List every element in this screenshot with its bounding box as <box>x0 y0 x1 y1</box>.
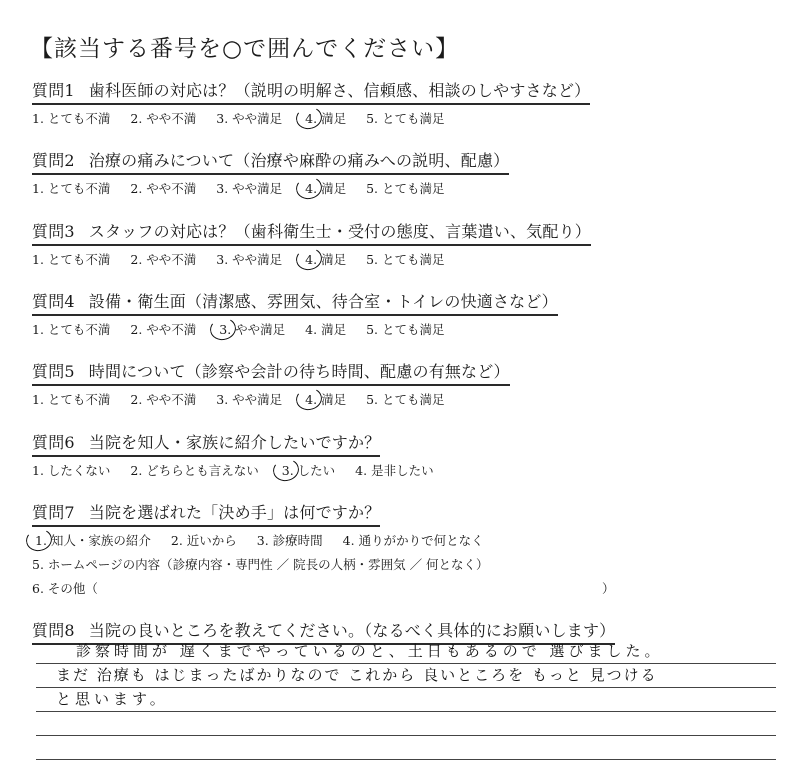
handwritten-text: まだ 治療も はじまったばかりなので これから 良いところを もっと 見つける <box>56 666 658 684</box>
question-1 <box>32 78 772 127</box>
options-row <box>32 179 772 197</box>
option-5[interactable]: 5. とても満足 <box>366 181 445 196</box>
option-4-selected[interactable] <box>302 179 346 197</box>
question-text: 歯科医師の対応は？（説明の明解さ、信頼感、相談のしやすさなど） <box>88 81 591 100</box>
question-number: 質問2 <box>32 151 75 170</box>
question-text: スタッフの対応は？（歯科衛生士・受付の態度、言葉遣い、気配り） <box>88 222 591 241</box>
options-row <box>32 109 772 127</box>
answer-line <box>36 640 776 664</box>
option-1[interactable]: 1. とても不満 <box>32 111 111 126</box>
option-label: 4. 満足 <box>305 181 347 196</box>
option-label: 4. 満足 <box>305 392 347 407</box>
options-row <box>32 250 772 268</box>
question-heading <box>32 78 590 105</box>
question-heading <box>32 430 380 457</box>
question-4 <box>32 289 772 338</box>
option-2[interactable]: 2. やや不満 <box>130 111 197 126</box>
handwritten-text: 診察時間が 遅くまでやっているのと、土日もあるので 選びました。 <box>76 642 664 660</box>
answer-line <box>36 688 776 712</box>
option-1[interactable]: 1. とても不満 <box>32 322 111 337</box>
option-4[interactable]: 4. 通りがかりで何となく <box>342 533 484 548</box>
option-label: 4. 満足 <box>305 111 347 126</box>
option-5[interactable]: 5. とても満足 <box>366 252 445 267</box>
option-2[interactable]: 2. やや不満 <box>130 252 197 267</box>
options-row <box>32 390 772 408</box>
option-2[interactable]: 2. やや不満 <box>130 392 197 407</box>
option-4-selected[interactable] <box>302 109 346 127</box>
question-3 <box>32 219 772 268</box>
option-2[interactable]: 2. どちらとも言えない <box>130 463 259 478</box>
question-text: 設備・衛生面（清潔感、雰囲気、待合室・トイレの快適さなど） <box>88 292 558 311</box>
other-close: ） <box>602 581 615 596</box>
question-number: 質問4 <box>32 292 75 311</box>
option-4[interactable]: 4. 満足 <box>305 322 347 337</box>
option-3[interactable]: 3. やや満足 <box>216 181 283 196</box>
option-4-selected[interactable] <box>302 250 346 268</box>
option-label: 4. 満足 <box>305 252 347 267</box>
option-3[interactable]: 3. やや満足 <box>216 111 283 126</box>
option-3-selected[interactable] <box>216 320 285 338</box>
question-number: 質問6 <box>32 433 75 452</box>
question-number: 質問5 <box>32 362 75 381</box>
question-heading <box>32 219 591 246</box>
option-2[interactable]: 2. やや不満 <box>130 181 197 196</box>
option-1[interactable]: 1. とても不満 <box>32 181 111 196</box>
question-heading <box>32 148 509 175</box>
page-title: 【該当する番号を○で囲んでください】 <box>30 36 460 62</box>
option-5[interactable]: 5. とても満足 <box>366 392 445 407</box>
option-5[interactable]: 5. とても満足 <box>366 111 445 126</box>
option-1[interactable]: 1. したくない <box>32 463 111 478</box>
answer-line <box>36 736 776 760</box>
option-1-selected[interactable] <box>32 531 151 549</box>
question-number: 質問1 <box>32 81 75 100</box>
options-row <box>32 531 772 549</box>
question-6 <box>32 430 772 479</box>
question-number: 質問8 <box>32 621 75 640</box>
answer-line <box>36 664 776 688</box>
option-2[interactable]: 2. やや不満 <box>130 322 197 337</box>
question-text: 時間について（診察や会計の待ち時間、配慮の有無など） <box>88 362 510 381</box>
question-heading <box>32 359 510 386</box>
option-3[interactable]: 3. やや満足 <box>216 252 283 267</box>
option-5[interactable]: 5. とても満足 <box>366 322 445 337</box>
question-heading <box>32 289 558 316</box>
options-row <box>32 320 772 338</box>
option-label: 1. 知人・家族の紹介 <box>35 533 151 548</box>
question-7 <box>32 500 772 597</box>
question-2 <box>32 148 772 197</box>
answer-area[interactable] <box>36 640 776 760</box>
question-text: 当院を知人・家族に紹介したいですか？ <box>88 433 381 452</box>
options-row <box>32 461 772 479</box>
option-3[interactable]: 3. 診療時間 <box>256 533 323 548</box>
option-2[interactable]: 2. 近いから <box>170 533 237 548</box>
option-3[interactable]: 3. やや満足 <box>216 392 283 407</box>
handwritten-text: と思います。 <box>56 690 169 708</box>
option-6-other[interactable] <box>32 579 772 597</box>
question-5 <box>32 359 772 408</box>
question-heading <box>32 500 380 527</box>
option-1[interactable]: 1. とても不満 <box>32 252 111 267</box>
option-label: 3. やや満足 <box>219 322 286 337</box>
option-1[interactable]: 1. とても不満 <box>32 392 111 407</box>
question-number: 質問7 <box>32 503 75 522</box>
option-4[interactable]: 4. 是非したい <box>355 463 434 478</box>
question-text: 当院の良いところを教えてください。（なるべく具体的にお願いします） <box>88 621 616 640</box>
option-label: 3. したい <box>281 463 336 478</box>
answer-line <box>36 712 776 736</box>
option-5[interactable]: 5. ホームページの内容（診療内容・専門性 ／ 院長の人柄・雰囲気 ／ 何となく） <box>32 557 489 572</box>
question-text: 治療の痛みについて（治療や麻酔の痛みへの説明、配慮） <box>88 151 510 170</box>
option-4-selected[interactable] <box>302 390 346 408</box>
option-3-selected[interactable] <box>279 461 335 479</box>
question-number: 質問3 <box>32 222 75 241</box>
question-text: 当院を選ばれた「決め手」は何ですか？ <box>88 503 381 522</box>
other-open: 6. その他（ <box>32 581 98 596</box>
